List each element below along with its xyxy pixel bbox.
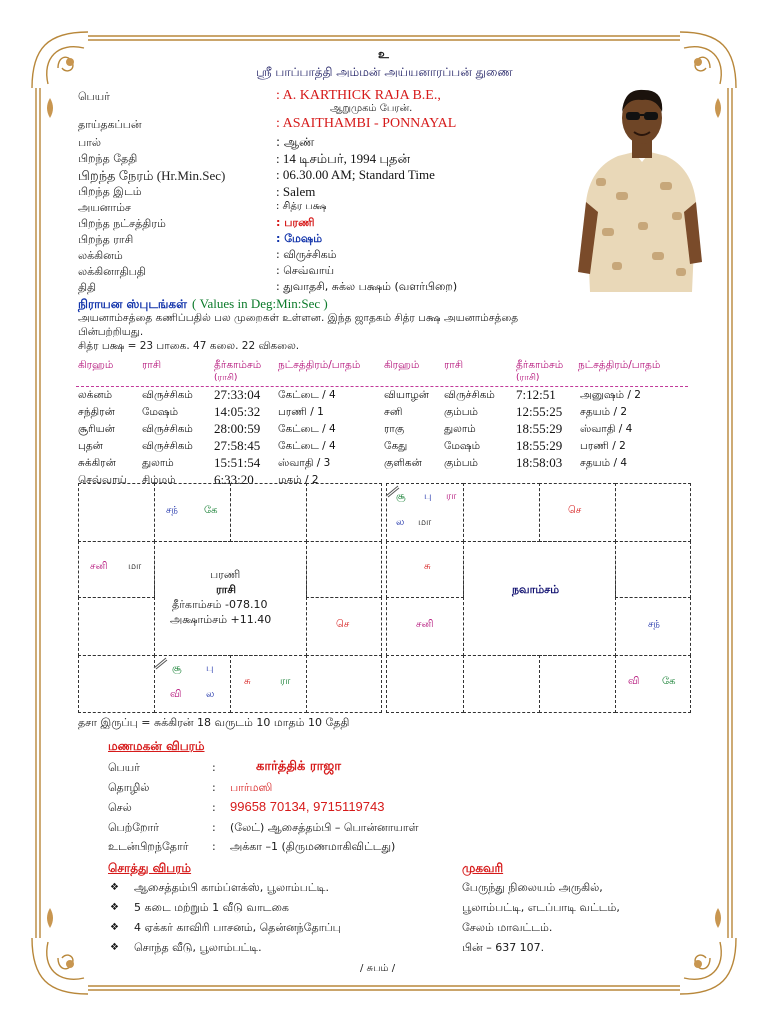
col-header: ராசி	[142, 359, 162, 371]
degree-cell: 27:33:04	[214, 387, 261, 402]
planet-budhan: பு	[206, 663, 214, 674]
list-item: ஆசைத்தம்பி காம்ப்ளக்ஸ், பூலாம்பட்டி.	[134, 881, 329, 894]
label-tithi: திதி	[78, 281, 97, 294]
header-separator	[76, 386, 688, 387]
degree-cell: 28:00:59	[214, 421, 261, 436]
planet-chandran: சந்	[166, 505, 178, 516]
col-header-sub: (ராசி)	[214, 373, 238, 383]
navamsa-cell-vrischika	[463, 655, 540, 713]
rasi-center-title: ராசி	[216, 583, 237, 596]
planet-raagu: ரா	[280, 676, 291, 687]
rasi-cell: விருச்சிகம்	[444, 389, 495, 401]
rasi-cell-makara	[78, 597, 155, 656]
rasi-cell: மேஷம்	[444, 440, 481, 452]
col-header: நட்சத்திரம்/பாதம்	[278, 359, 361, 371]
address-line: பின் – 637 107.	[462, 941, 545, 954]
planet-sukran: சு	[244, 676, 251, 687]
value-grandson: ஆறுமுகம் பேரன்.	[330, 103, 413, 114]
planet-sevvai: செ	[568, 505, 582, 516]
groom-sep: :	[212, 840, 216, 853]
planet-viyazhan: வி	[628, 676, 640, 687]
label-lagna: லக்கினம்	[78, 249, 123, 262]
rasi-cell-dhanus	[78, 655, 155, 713]
star-cell: ஸ்வாதி / 3	[278, 457, 331, 469]
value-dob: : 14 டிசம்பர், 1994 புதன்	[276, 151, 411, 166]
rasi-cell-thula	[230, 655, 307, 713]
rasi-center-longitude: தீர்காம்சம் -078.10	[172, 598, 268, 611]
value-rasi: : மேஷம்	[276, 232, 323, 245]
rasi-cell: மேஷம்	[142, 406, 179, 418]
planet-viyazhan: வி	[170, 689, 182, 700]
list-item: 5 கடை மற்றும் 1 வீடு வாடகை	[134, 901, 289, 914]
star-cell: பரணி / 1	[278, 406, 324, 418]
rasi-center-latitude: அக்ஷாம்சம் +11.40	[170, 613, 272, 626]
col-header: தீர்காம்சம்	[214, 359, 262, 371]
bullet-icon: ❖	[110, 942, 119, 953]
address-line: சேலம் மாவட்டம்.	[462, 921, 553, 934]
groom-label-parents: பெற்றோர்	[108, 821, 160, 834]
value-lagna-lord: : செவ்வாய்	[276, 264, 335, 277]
degree-cell: 6:33:20	[214, 472, 254, 487]
rasi-cell: சிம்மம்	[142, 474, 176, 486]
groom-sep: :	[212, 801, 216, 814]
planet-lagnam: ல	[206, 689, 215, 700]
value-lagna: : விருச்சிகம்	[276, 248, 337, 261]
col-header: நட்சத்திரம்/பாதம்	[578, 359, 661, 371]
planet-cell: புதன்	[78, 440, 103, 452]
groom-label-occupation: தொழில்	[108, 781, 150, 794]
degree-cell: 27:58:45	[214, 438, 261, 453]
groom-heading: மணமகன் விபரம்	[108, 739, 205, 753]
col-header: ராசி	[444, 359, 464, 371]
groom-label-phone: செல்	[108, 801, 132, 814]
degree-cell: 18:55:29	[516, 438, 563, 453]
bullet-icon: ❖	[110, 922, 119, 933]
rasi-cell: விருச்சிகம்	[142, 440, 193, 452]
degree-cell: 12:55:25	[516, 404, 563, 419]
degree-cell: 18:58:03	[516, 455, 563, 470]
navamsa-cell-dhanus	[386, 655, 464, 713]
planet-sooriyan: சூ	[172, 663, 182, 674]
label-gender: பால்	[78, 136, 102, 149]
rasi-cell-rishaba	[230, 483, 307, 542]
address-line: பூலாம்பட்டி, எடப்பாடி வட்டம்,	[462, 901, 620, 914]
groom-value-phone: 99658 70134, 9715119743	[230, 799, 385, 814]
rasi-cell-kanni	[306, 655, 382, 713]
planet-budhan: பு	[424, 491, 432, 502]
sputas-note-1: அயனாம்சத்தை கணிப்பதில் பல முறைகள் உள்ளன. இந்த ஜாதகம் சித்ர பக்ஷ அயனாம்சத்தை	[78, 312, 519, 324]
groom-label-name: பெயர்	[108, 761, 140, 774]
star-cell: பரணி / 2	[580, 440, 626, 452]
bullet-icon: ❖	[110, 882, 119, 893]
planet-cell: லக்னம்	[78, 389, 113, 401]
planet-ketu: கே	[204, 505, 218, 516]
rasi-cell-kataka	[306, 541, 382, 598]
rasi-cell: விருச்சிகம்	[142, 423, 193, 435]
label-nakshatra: பிறந்த நட்சத்திரம்	[78, 217, 166, 230]
label-name: பெயர்	[78, 90, 110, 103]
col-header: தீர்காம்சம்	[516, 359, 564, 371]
value-birth-place: : Salem	[276, 184, 316, 199]
rasi-cell: விருச்சிகம்	[142, 389, 193, 401]
label-parents: தாய்தகப்பன்	[78, 118, 142, 131]
rasi-cell-meena	[78, 483, 155, 542]
sputas-suffix: ( Values in Deg:Min:Sec )	[192, 296, 328, 311]
groom-sep: :	[212, 761, 216, 774]
planet-cell: சந்திரன்	[78, 406, 115, 418]
navamsa-center-title: நவாம்சம்	[512, 583, 560, 596]
groom-value-siblings: அக்கா –1 (திருமணமாகிவிட்டது)	[230, 840, 396, 853]
navamsa-center	[463, 541, 616, 656]
list-item: 4 ஏக்கர் காவிரி பாசனம், தென்னந்தோப்பு	[134, 921, 341, 934]
value-ayanamsa: : சித்ர பக்ஷ	[276, 201, 327, 212]
bullet-icon: ❖	[110, 902, 119, 913]
planet-cell: சூரியன்	[78, 423, 115, 435]
list-item: சொந்த வீடு, பூலாம்பட்டி.	[134, 941, 262, 954]
value-parents: : ASAITHAMBI - PONNAYAL	[276, 116, 457, 131]
navamsa-cell-mithuna	[615, 483, 691, 542]
planet-lagnam: ல	[396, 517, 405, 528]
rasi-cell: துலாம்	[444, 423, 476, 435]
value-gender: : ஆண்	[276, 135, 315, 149]
planet-maandhi: மா	[418, 517, 432, 528]
degree-cell: 15:51:54	[214, 455, 261, 470]
planet-cell: செவ்வாய்	[78, 474, 127, 486]
label-rasi: பிறந்த ராசி	[78, 233, 134, 246]
sputas-ayanamsa: சித்ர பக்ஷ = 23 பாகை. 47 கலை. 22 விகலை.	[78, 340, 300, 352]
invocation-title: ஸ்ரீ பாப்பாத்தி அம்மன் அய்யனாரப்பன் துணை	[256, 65, 513, 79]
star-cell: சதயம் / 4	[580, 457, 627, 469]
groom-value-occupation: பார்மஸி	[230, 781, 273, 794]
sputas-note-2: பின்பற்றியது.	[78, 326, 144, 338]
sputas-heading	[78, 295, 328, 311]
dasa-balance: தசா இருப்பு = சுக்கிரன் 18 வருடம் 10 மாதம் 10 தேதி	[78, 716, 350, 729]
planet-cell: ராகு	[384, 423, 405, 435]
star-cell: கேட்டை / 4	[278, 389, 336, 401]
groom-photo	[572, 82, 704, 292]
property-heading: சொத்து விபரம்	[108, 861, 192, 875]
star-cell: மகம் / 2	[278, 474, 319, 486]
navamsa-cell-thula	[539, 655, 616, 713]
col-header: கிரஹம்	[78, 359, 114, 371]
label-lagna-lord: லக்கினாதிபதி	[78, 265, 146, 278]
degree-cell: 14:05:32	[214, 404, 261, 419]
planet-sooriyan: சூ	[396, 491, 406, 502]
planet-cell: கேது	[384, 440, 408, 452]
label-dob: பிறந்த தேதி	[78, 152, 138, 165]
planet-raagu: ரா	[446, 491, 457, 502]
planet-ketu: கே	[662, 676, 676, 687]
planet-sani: சனி	[416, 619, 434, 630]
planet-maandhi: மா	[128, 561, 142, 572]
planet-cell: சனி	[384, 406, 403, 418]
groom-label-siblings: உடன்பிறந்தோர்	[108, 840, 189, 853]
sputas-title: நிராயன ஸ்புடங்கள்	[78, 297, 187, 311]
label-birth-time: பிறந்த நேரம் (Hr.Min.Sec)	[78, 168, 226, 183]
col-header-sub: (ராசி)	[516, 373, 540, 383]
groom-value-name: கார்த்திக் ராஜா	[256, 759, 342, 774]
footer-subham: / சுபம் /	[360, 963, 396, 974]
label-ayanamsa: அயனாம்ச	[78, 201, 132, 214]
vakra-mark	[152, 656, 168, 670]
rasi-center-star: பரணி	[210, 568, 241, 581]
groom-sep: :	[212, 821, 216, 834]
rasi-cell: துலாம்	[142, 457, 174, 469]
planet-sukran: சு	[424, 561, 431, 572]
rasi-cell: கும்பம்	[444, 457, 478, 469]
star-cell: கேட்டை / 4	[278, 440, 336, 452]
planet-cell: குளிகன்	[384, 457, 422, 469]
value-nakshatra: : பரணி	[276, 216, 315, 229]
star-cell: சதயம் / 2	[580, 406, 627, 418]
col-header: கிரஹம்	[384, 359, 420, 371]
navamsa-cell-kanni	[615, 655, 691, 713]
top-mark: உ	[378, 47, 389, 61]
star-cell: அனுஷம் / 2	[580, 389, 641, 401]
value-tithi: : துவாதசி, சுக்ல பக்ஷம் (வளர்பிறை)	[276, 280, 458, 293]
planet-sevvai: செ	[336, 619, 350, 630]
rasi-cell-mithuna	[306, 483, 382, 542]
groom-value-parents: (லேட்) ஆசைத்தம்பி – பொன்னாயாள்	[230, 821, 419, 834]
navamsa-cell-kataka	[615, 541, 691, 598]
label-birth-place: பிறந்த இடம்	[78, 185, 142, 198]
degree-cell: 7:12:51	[516, 387, 556, 402]
planet-chandran: சந்	[648, 619, 660, 630]
degree-cell: 18:55:29	[516, 421, 563, 436]
value-name: : A. KARTHICK RAJA B.E.,	[276, 88, 441, 103]
planet-sani: சனி	[90, 561, 108, 572]
address-heading: முகவரி	[462, 861, 504, 875]
address-line: பேருந்து நிலையம் அருகில்,	[462, 881, 603, 894]
value-birth-time: : 06.30.00 AM; Standard Time	[276, 167, 435, 182]
star-cell: ஸ்வாதி / 4	[580, 423, 633, 435]
groom-sep: :	[212, 781, 216, 794]
planet-cell: வியாழன்	[384, 389, 430, 401]
navamsa-cell-mesha	[463, 483, 540, 542]
planet-cell: சுக்கிரன்	[78, 457, 116, 469]
rasi-cell: கும்பம்	[444, 406, 478, 418]
star-cell: கேட்டை / 4	[278, 423, 336, 435]
